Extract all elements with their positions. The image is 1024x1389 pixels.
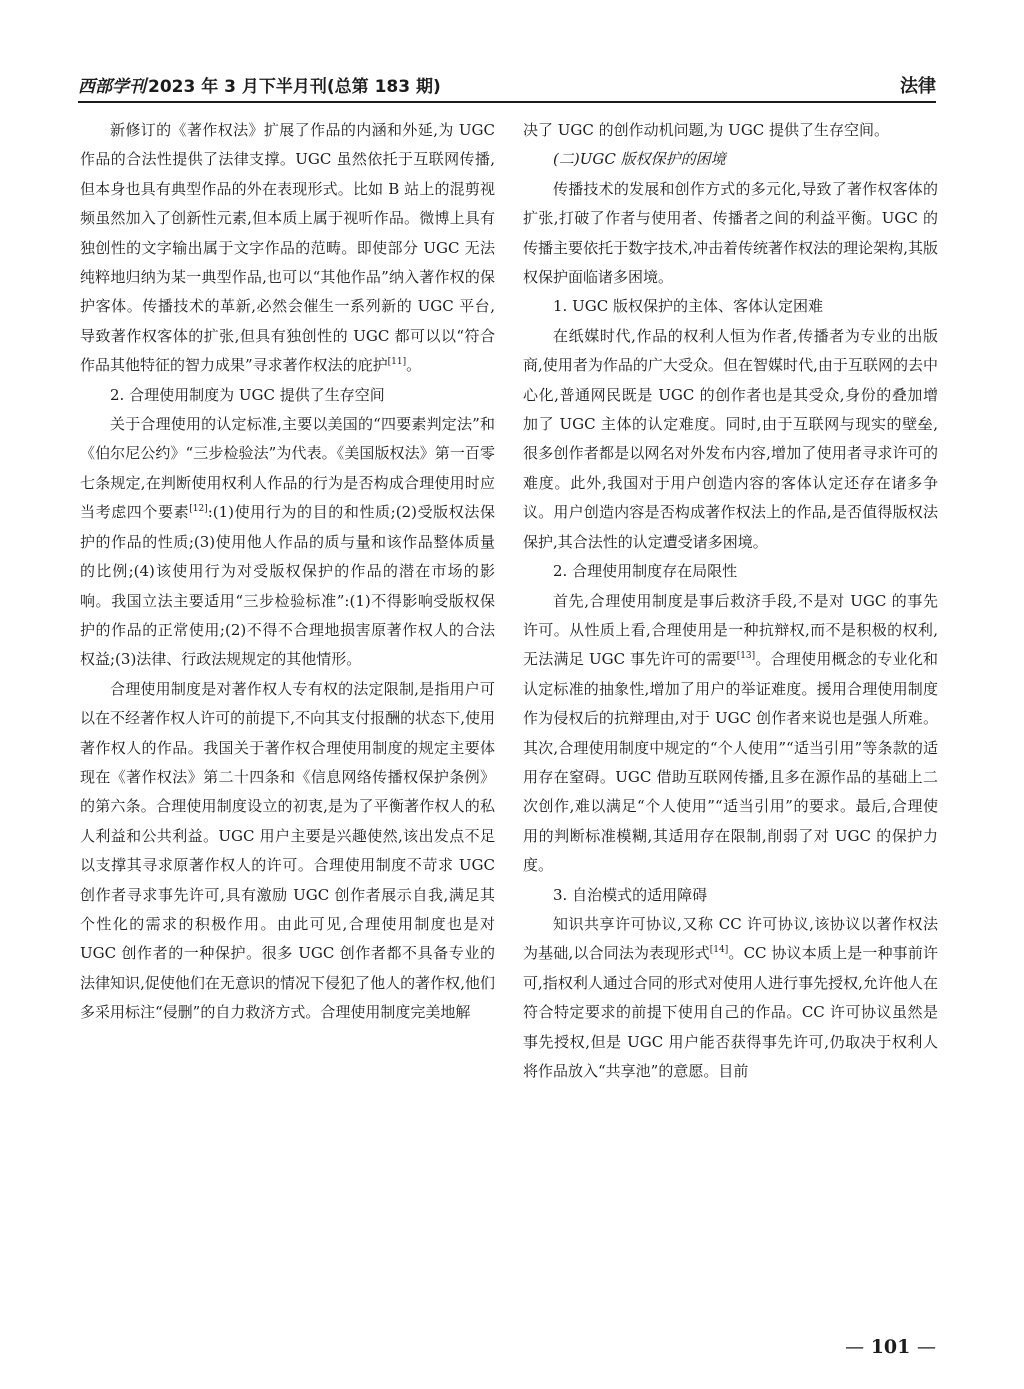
page-number: 101 <box>870 1336 911 1358</box>
paragraph <box>523 910 938 1086</box>
citation-ref: [13] <box>736 651 756 662</box>
paragraph <box>80 116 495 381</box>
running-header <box>78 66 936 100</box>
citation-ref: [11] <box>387 357 407 368</box>
left-column <box>80 116 495 1028</box>
paragraph-continued: 决了 UGC 的创作动机问题,为 UGC 提供了生存空间。 <box>523 121 890 139</box>
citation-ref: [14] <box>709 945 729 956</box>
paragraph-text: 新修订的《著作权法》扩展了作品的内涵和外延,为 UGC 作品的合法性提供了法律支撑。UGC 虽然依托于互联网传播,但本身也具有典型作品的外在表现形式。比如 B 站上的混剪视频虽然加入了创新性元素,但本质上属于视听作品。微博上具有独创性的文字输出属于文字作品的范畴。即使部分 UGC 无法纯粹地归纳为某一典型作品,也可以“其他作品”纳入著作权的保护客体。传播技术的革新,必然会催生一系列新的 UGC 平台,导致著作权客体的扩张,但具有独创性的 UGC 都可以以“符合作品其他特征的智力成果”寻求著作权法的庇护 <box>80 121 495 375</box>
paragraph: 在纸媒时代,作品的权利人恒为作者,传播者为专业的出版商,使用者为作品的广大受众。但在智媒时代,由于互联网的去中心化,普通网民既是 UGC 的创作者也是其受众,身份的叠加增加了 UGC 主体的认定难度。同时,由于互联网与现实的壁垒,很多创作者都是以网名对外发布内容,增加了使用者寻求许可的难度。此外,我国对于用户创造内容的客体认定还存在诸多争议。用户创造内容是否构成著作权法上的作品,是否值得版权法保护,其合法性的认定遭受诸多困境。 <box>523 326 938 551</box>
citation-ref: [12] <box>189 504 208 515</box>
paragraph-text: 首先,合理使用制度是事后救济手段,不是对 UGC 的事先许可。从性质上看,合理使用是一种抗辩权,而不是积极的权利,无法满足 UGC 事先许可的需要 <box>523 591 938 669</box>
right-column <box>523 116 938 1086</box>
paragraph <box>523 587 938 881</box>
paragraph: 合理使用制度是对著作权人专有权的法定限制,是指用户可以在不经著作权人许可的前提下,不向其支付报酬的状态下,使用著作权人的作品。我国关于著作权合理使用制度的规定主要体现在《著作权法》第二十四条和《信息网络传播权保护条例》的第六条。合理使用制度设立的初衷,是为了平衡著作权人的私人利益和公共利益。UGC 用户主要是兴趣使然,该出发点不足以支撑其寻求原著作权人的许可。合理使用制度不苛求 UGC 创作者寻求事先许可,具有激励 UGC 创作者展示自我,满足其个性化的需求的积极作用。由此可见,合理使用制度也是对 UGC 创作者的一种保护。很多 UGC 创作者都不具备专业的法律知识,促使他们在无意识的情况下侵犯了他人的著作权,他们多采用标注“侵删”的自力救济方式。合理使用制度完美地解 <box>80 679 495 1022</box>
dash-right: — <box>917 1336 936 1358</box>
journal-name: 西部学刊 <box>78 77 146 97</box>
paragraph-text: :(1)使用行为的目的和性质;(2)受版权法保护的作品的性质;(3)使用他人作品的质与量和该作品整体质量的比例;(4)该使用行为对受版权保护的作品的潜在市场的影响。我国立法主要适用“三步检验标准”:(1)不得影响受版权保护的作品的正常使用;(2)不得不合理地损害原著作权人的合法权益;(3)法律、行政法规规定的其他情形。 <box>80 503 495 669</box>
issue-info: 2023 年 3 月下半月刊(总第 183 期) <box>148 77 441 97</box>
journal-issue-line <box>78 72 441 97</box>
header-rule <box>78 101 936 103</box>
paragraph-text: 。合理使用概念的专业化和认定标准的抽象性,增加了用户的举证难度。援用合理使用制度作为侵权后的抗辩理由,对于 UGC 创作者来说也是强人所难。其次,合理使用制度中规定的“个人使用”“适当引用”等条款的适用存在窒碍。UGC 借助互联网传播,且多在源作品的基础上二次创作,难以满足“个人使用”“适当引用”的要求。最后,合理使用的判断标准模糊,其适用存在限制,削弱了对 UGC 的保护力度。 <box>523 650 938 875</box>
paragraph <box>80 410 495 675</box>
subsection-heading: 3. 自治模式的适用障碍 <box>553 885 708 904</box>
section-title: 法律 <box>900 76 936 97</box>
section-heading: (二)UGC 版权保护的困境 <box>553 150 726 169</box>
paragraph-text: 。CC 协议本质上是一种事前许可,指权利人通过合同的形式对使用人进行事先授权,允许他人在符合特定要求的前提下使用自己的作品。CC 许可协议虽然是事先授权,但是 UGC 用户能否获得事先许可,仍取决于权利人将作品放入“共享池”的意愿。目前 <box>523 944 938 1080</box>
subsection-heading: 2. 合理使用制度为 UGC 提供了生存空间 <box>110 385 385 404</box>
paragraph: 传播技术的发展和创作方式的多元化,导致了著作权客体的扩张,打破了作者与使用者、传播者之间的利益平衡。UGC 的传播主要依托于数字技术,冲击着传统著作权法的理论架构,其版权保护面临诸多困境。 <box>523 179 938 287</box>
page-footer <box>845 1336 936 1358</box>
paragraph-text: 关于合理使用的认定标准,主要以美国的“四要素判定法”和《伯尔尼公约》“三步检验法”为代表。《美国版权法》第一百零七条规定,在判断使用权利人作品的行为是否构成合理使用时应当考虑四个要素 <box>80 415 495 522</box>
dash-left: — <box>845 1336 865 1358</box>
paragraph-text: 知识共享许可协议,又称 CC 许可协议,该协议以著作权法为基础,以合同法为表现形式 <box>523 914 938 963</box>
subsection-heading: 2. 合理使用制度存在局限性 <box>553 562 738 581</box>
paragraph-text: 。 <box>406 356 422 375</box>
subsection-heading: 1. UGC 版权保护的主体、客体认定困难 <box>553 297 823 316</box>
